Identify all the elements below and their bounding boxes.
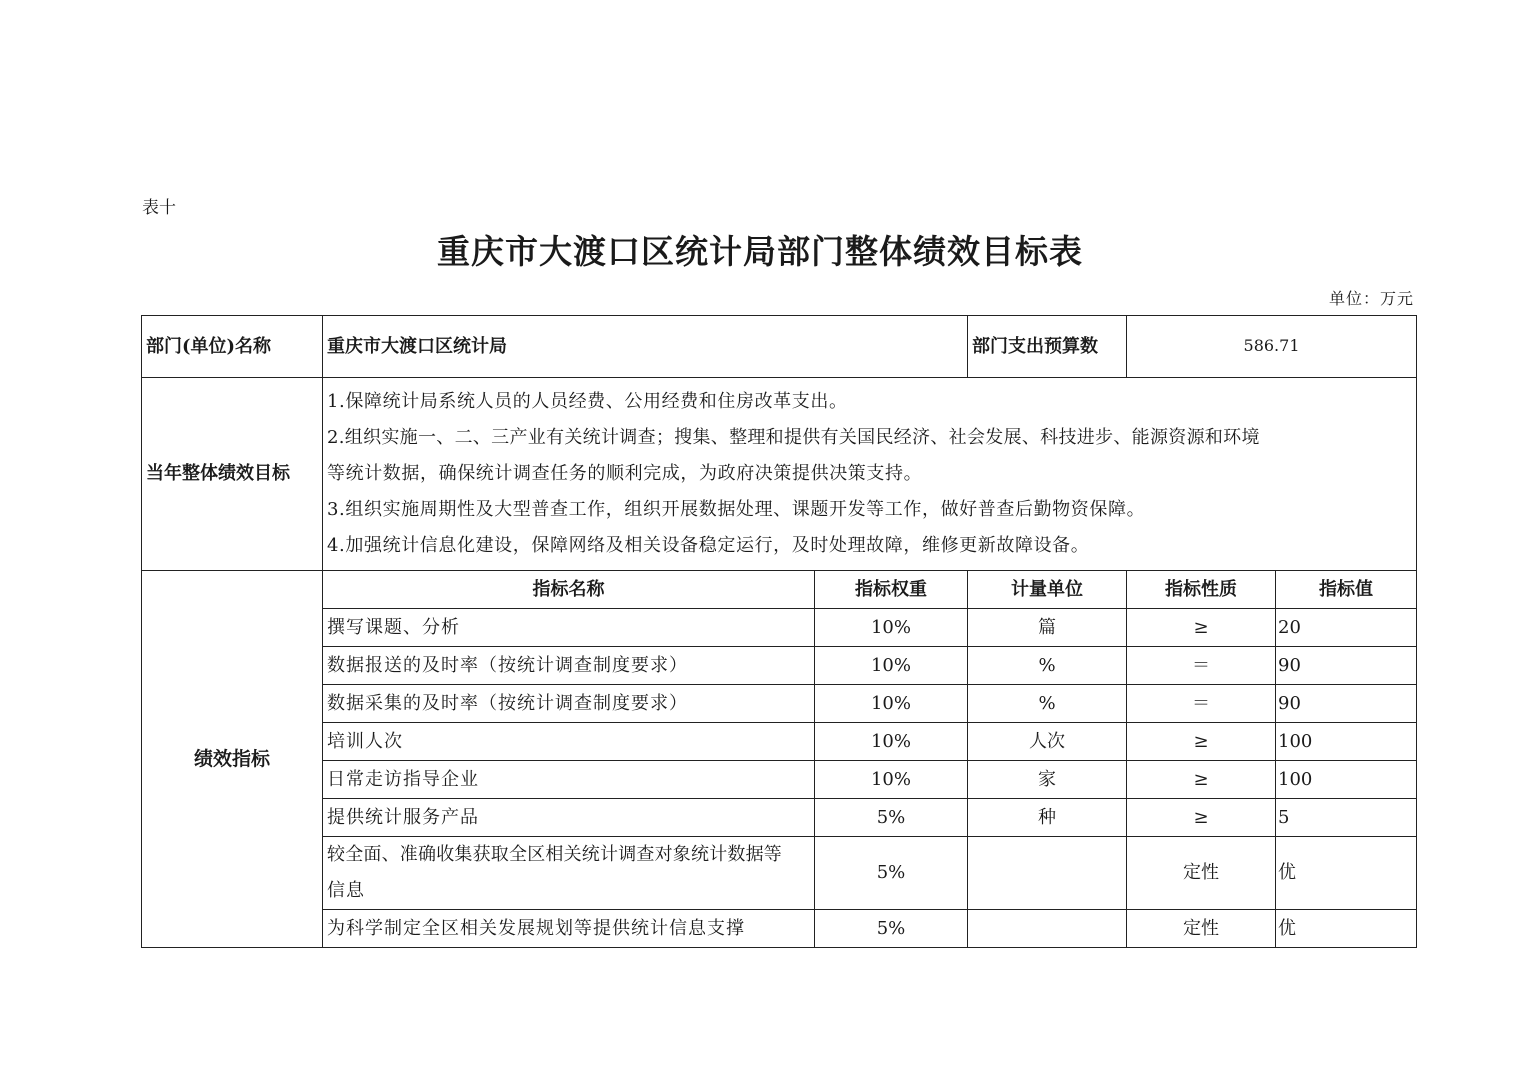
indicator-nature: 定性 <box>1127 837 1276 910</box>
goal-line: 等统计数据，确保统计调查任务的顺利完成，为政府决策提供决策支持。 <box>327 463 923 484</box>
indicator-value: 100 <box>1276 761 1417 799</box>
indicator-name: 培训人次 <box>323 723 815 761</box>
indicator-value: 100 <box>1276 723 1417 761</box>
dept-label: 部门(单位)名称 <box>142 316 323 378</box>
indicator-value: 90 <box>1276 685 1417 723</box>
indicator-name: 为科学制定全区相关发展规划等提供统计信息支撑 <box>323 910 815 948</box>
indicator-unit <box>968 910 1127 948</box>
goal-line: 2.组织实施一、二、三产业有关统计调查；搜集、整理和提供有关国民经济、社会发展、科技进步、能源资源和环境 <box>327 427 1260 448</box>
indicator-weight: 5% <box>815 910 968 948</box>
indicator-nature: ≥ <box>1127 799 1276 837</box>
table-row <box>142 647 1417 685</box>
goal-line: 3.组织实施周期性及大型普查工作，组织开展数据处理、课题开发等工作，做好普查后勤物资保障。 <box>327 499 1146 520</box>
indicator-weight: 5% <box>815 799 968 837</box>
indicator-name: 提供统计服务产品 <box>323 799 815 837</box>
unit-note: 单位：万元 <box>1328 289 1414 308</box>
indicators-label: 绩效指标 <box>142 571 323 948</box>
table-label: 表十 <box>142 198 176 218</box>
indicator-header-row <box>142 571 1417 609</box>
table-row <box>142 761 1417 799</box>
indicator-value: 5 <box>1276 799 1417 837</box>
budget-value: 586.71 <box>1127 316 1417 378</box>
goals-text <box>323 378 1417 571</box>
indicator-value: 优 <box>1276 837 1417 910</box>
indicator-value: 90 <box>1276 647 1417 685</box>
indicator-weight: 10% <box>815 723 968 761</box>
indicator-nature: ＝ <box>1127 647 1276 685</box>
indicator-name <box>323 837 815 910</box>
indicator-unit: % <box>968 647 1127 685</box>
indicator-weight: 5% <box>815 837 968 910</box>
indicator-nature: ＝ <box>1127 685 1276 723</box>
indicator-nature: ≥ <box>1127 723 1276 761</box>
indicator-unit <box>968 837 1127 910</box>
indicator-name: 撰写课题、分析 <box>323 609 815 647</box>
page-title: 重庆市大渡口区统计局部门整体绩效目标表 <box>437 232 1083 271</box>
table-row <box>142 799 1417 837</box>
table-row <box>142 837 1417 910</box>
table-row <box>142 723 1417 761</box>
column-header: 指标性质 <box>1127 571 1276 609</box>
indicator-name: 数据采集的及时率（按统计调查制度要求） <box>323 685 815 723</box>
indicator-weight: 10% <box>815 609 968 647</box>
column-header: 指标权重 <box>815 571 968 609</box>
goals-row <box>142 378 1417 571</box>
table-row <box>142 685 1417 723</box>
indicator-nature: ≥ <box>1127 761 1276 799</box>
indicator-nature: 定性 <box>1127 910 1276 948</box>
indicator-weight: 10% <box>815 685 968 723</box>
indicator-value: 20 <box>1276 609 1417 647</box>
column-header: 指标名称 <box>323 571 815 609</box>
indicator-name-line: 信息 <box>327 880 365 901</box>
indicator-name: 数据报送的及时率（按统计调查制度要求） <box>323 647 815 685</box>
indicator-value: 优 <box>1276 910 1417 948</box>
budget-label: 部门支出预算数 <box>968 316 1127 378</box>
indicator-unit: 篇 <box>968 609 1127 647</box>
indicator-nature: ≥ <box>1127 609 1276 647</box>
indicator-name-line: 较全面、准确收集获取全区相关统计调查对象统计数据等 <box>327 844 782 865</box>
indicator-weight: 10% <box>815 761 968 799</box>
goal-line: 4.加强统计信息化建设，保障网络及相关设备稳定运行，及时处理故障，维修更新故障设备。 <box>327 535 1090 556</box>
indicator-unit: 种 <box>968 799 1127 837</box>
table-row <box>142 609 1417 647</box>
indicator-unit: % <box>968 685 1127 723</box>
column-header: 计量单位 <box>968 571 1127 609</box>
dept-row <box>142 316 1417 378</box>
goals-label: 当年整体绩效目标 <box>142 378 323 571</box>
goal-line: 1.保障统计局系统人员的人员经费、公用经费和住房改革支出。 <box>327 391 848 412</box>
performance-table <box>141 315 1417 948</box>
dept-value: 重庆市大渡口区统计局 <box>323 316 968 378</box>
column-header: 指标值 <box>1276 571 1417 609</box>
indicator-unit: 人次 <box>968 723 1127 761</box>
indicator-name: 日常走访指导企业 <box>323 761 815 799</box>
table-row <box>142 910 1417 948</box>
indicator-unit: 家 <box>968 761 1127 799</box>
indicator-weight: 10% <box>815 647 968 685</box>
